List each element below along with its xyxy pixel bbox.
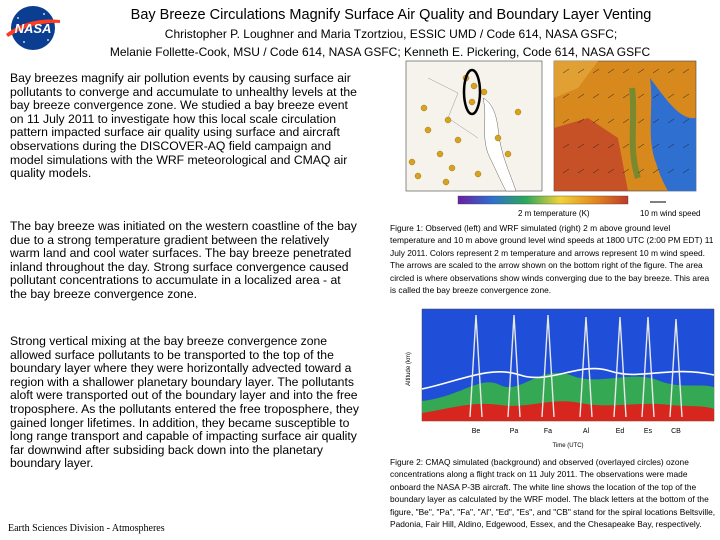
station-label: Pa [509, 428, 519, 435]
figure-2-caption: Figure 2: CMAQ simulated (background) and observed (overlayed circles) ozone concentrations along a flight track on 11 July 2011. The observations were made onboard the NASA P-3B aircraft. The white line shows the location of the top of the boundary layer as calculated by the WRF model. The black letters at the bottom of the figure, "Be", "Pa", "Fa", "Al", "Ed", "Es", and "CB" stand for the spiral locations Beltsville, Padonia, Fair Hill, Aldino, Edgewood, Essex, and the Chesapeake Bay, respectively. [390, 457, 716, 530]
colorbar-label: 2 m temperature (K) [518, 209, 590, 218]
station-label: Es [643, 428, 653, 435]
authors-line-1: Christopher P. Loughner and Maria Tzortziou, ESSIC UMD / Code 614, NASA GSFC; [164, 27, 618, 41]
nasa-logo-text: NASA [14, 21, 52, 36]
station-label: Fa [543, 428, 553, 435]
figure-2-ozone-curtain [400, 305, 718, 455]
page-title: Bay Breeze Circulations Magnify Surface Air Quality and Boundary Layer Venting [130, 7, 652, 23]
station-label: Be [471, 428, 481, 435]
figure-1-maps [388, 58, 716, 220]
wind-scale-label: 10 m wind speed [640, 209, 701, 218]
division-footer: Earth Sciences Division - Atmospheres [8, 523, 165, 534]
authors-line-2: Melanie Follette-Cook, MSU / Code 614, NASA GSFC; Kenneth E. Pickering, Code 614, NASA GSFC [109, 45, 651, 59]
station-label: CB [671, 428, 681, 435]
station-label: Ed [615, 428, 625, 435]
temperature-colorbar [458, 196, 628, 204]
station-labels [472, 428, 681, 435]
y-axis-label: Altitude (km) [406, 352, 412, 386]
observed-map-panel [406, 61, 542, 191]
body-paragraph-1: Bay breezes magnify air pollution events by causing surface air pollutants to converge and accumulate to unhealthy levels at the bay breeze convergence zone. We studied a bay breeze event on 11 July 2011 to investigate how this local scale circulation pattern impacted surface air quality using surface and aircraft observations during the DISCOVER-AQ field campaign and model simulations with the WRF meteorological and CMAQ air quality models. [10, 71, 357, 181]
body-paragraph-2: The bay breeze was initiated on the western coastline of the bay due to a strong temperature gradient between the relatively warm land and cool water surfaces. The bay breeze penetrated inland throughout the day. Strong surface convergence caused pollutant concentrations to accumulate in a localized area - at the bay breeze convergence zone. [10, 219, 357, 301]
body-paragraph-3: Strong vertical mixing at the bay breeze convergence zone allowed surface pollutants to be transported to the top of the boundary layer where they were horizontally advected toward a region with a shallower planetary boundary layer. The pollutants aloft were transported out of the boundary layer and into the free troposphere. As the pollutants entered the free troposphere, they gained longer lifetimes. In addition, they became susceptible to long range transport and capable of impacting surface air quality far downwind after subsiding back down into the planetary boundary layer. [10, 334, 359, 471]
figure-1-caption: Figure 1: Observed (left) and WRF simulated (right) 2 m above ground level temperature and 10 m above ground level wind speeds at 1800 UTC (2:00 PM EDT) 11 July 2011. Colors represent 2 m temperature and arrows represent 10 m wind speed. The arrows are scaled to the arrow shown on the bottom right of the figure. The area circled is where observations show winds converging due to the bay breeze. This area is called the bay breeze convergence zone. [390, 223, 714, 296]
x-axis-label: Time (UTC) [552, 443, 584, 449]
station-label: Al [582, 428, 590, 435]
